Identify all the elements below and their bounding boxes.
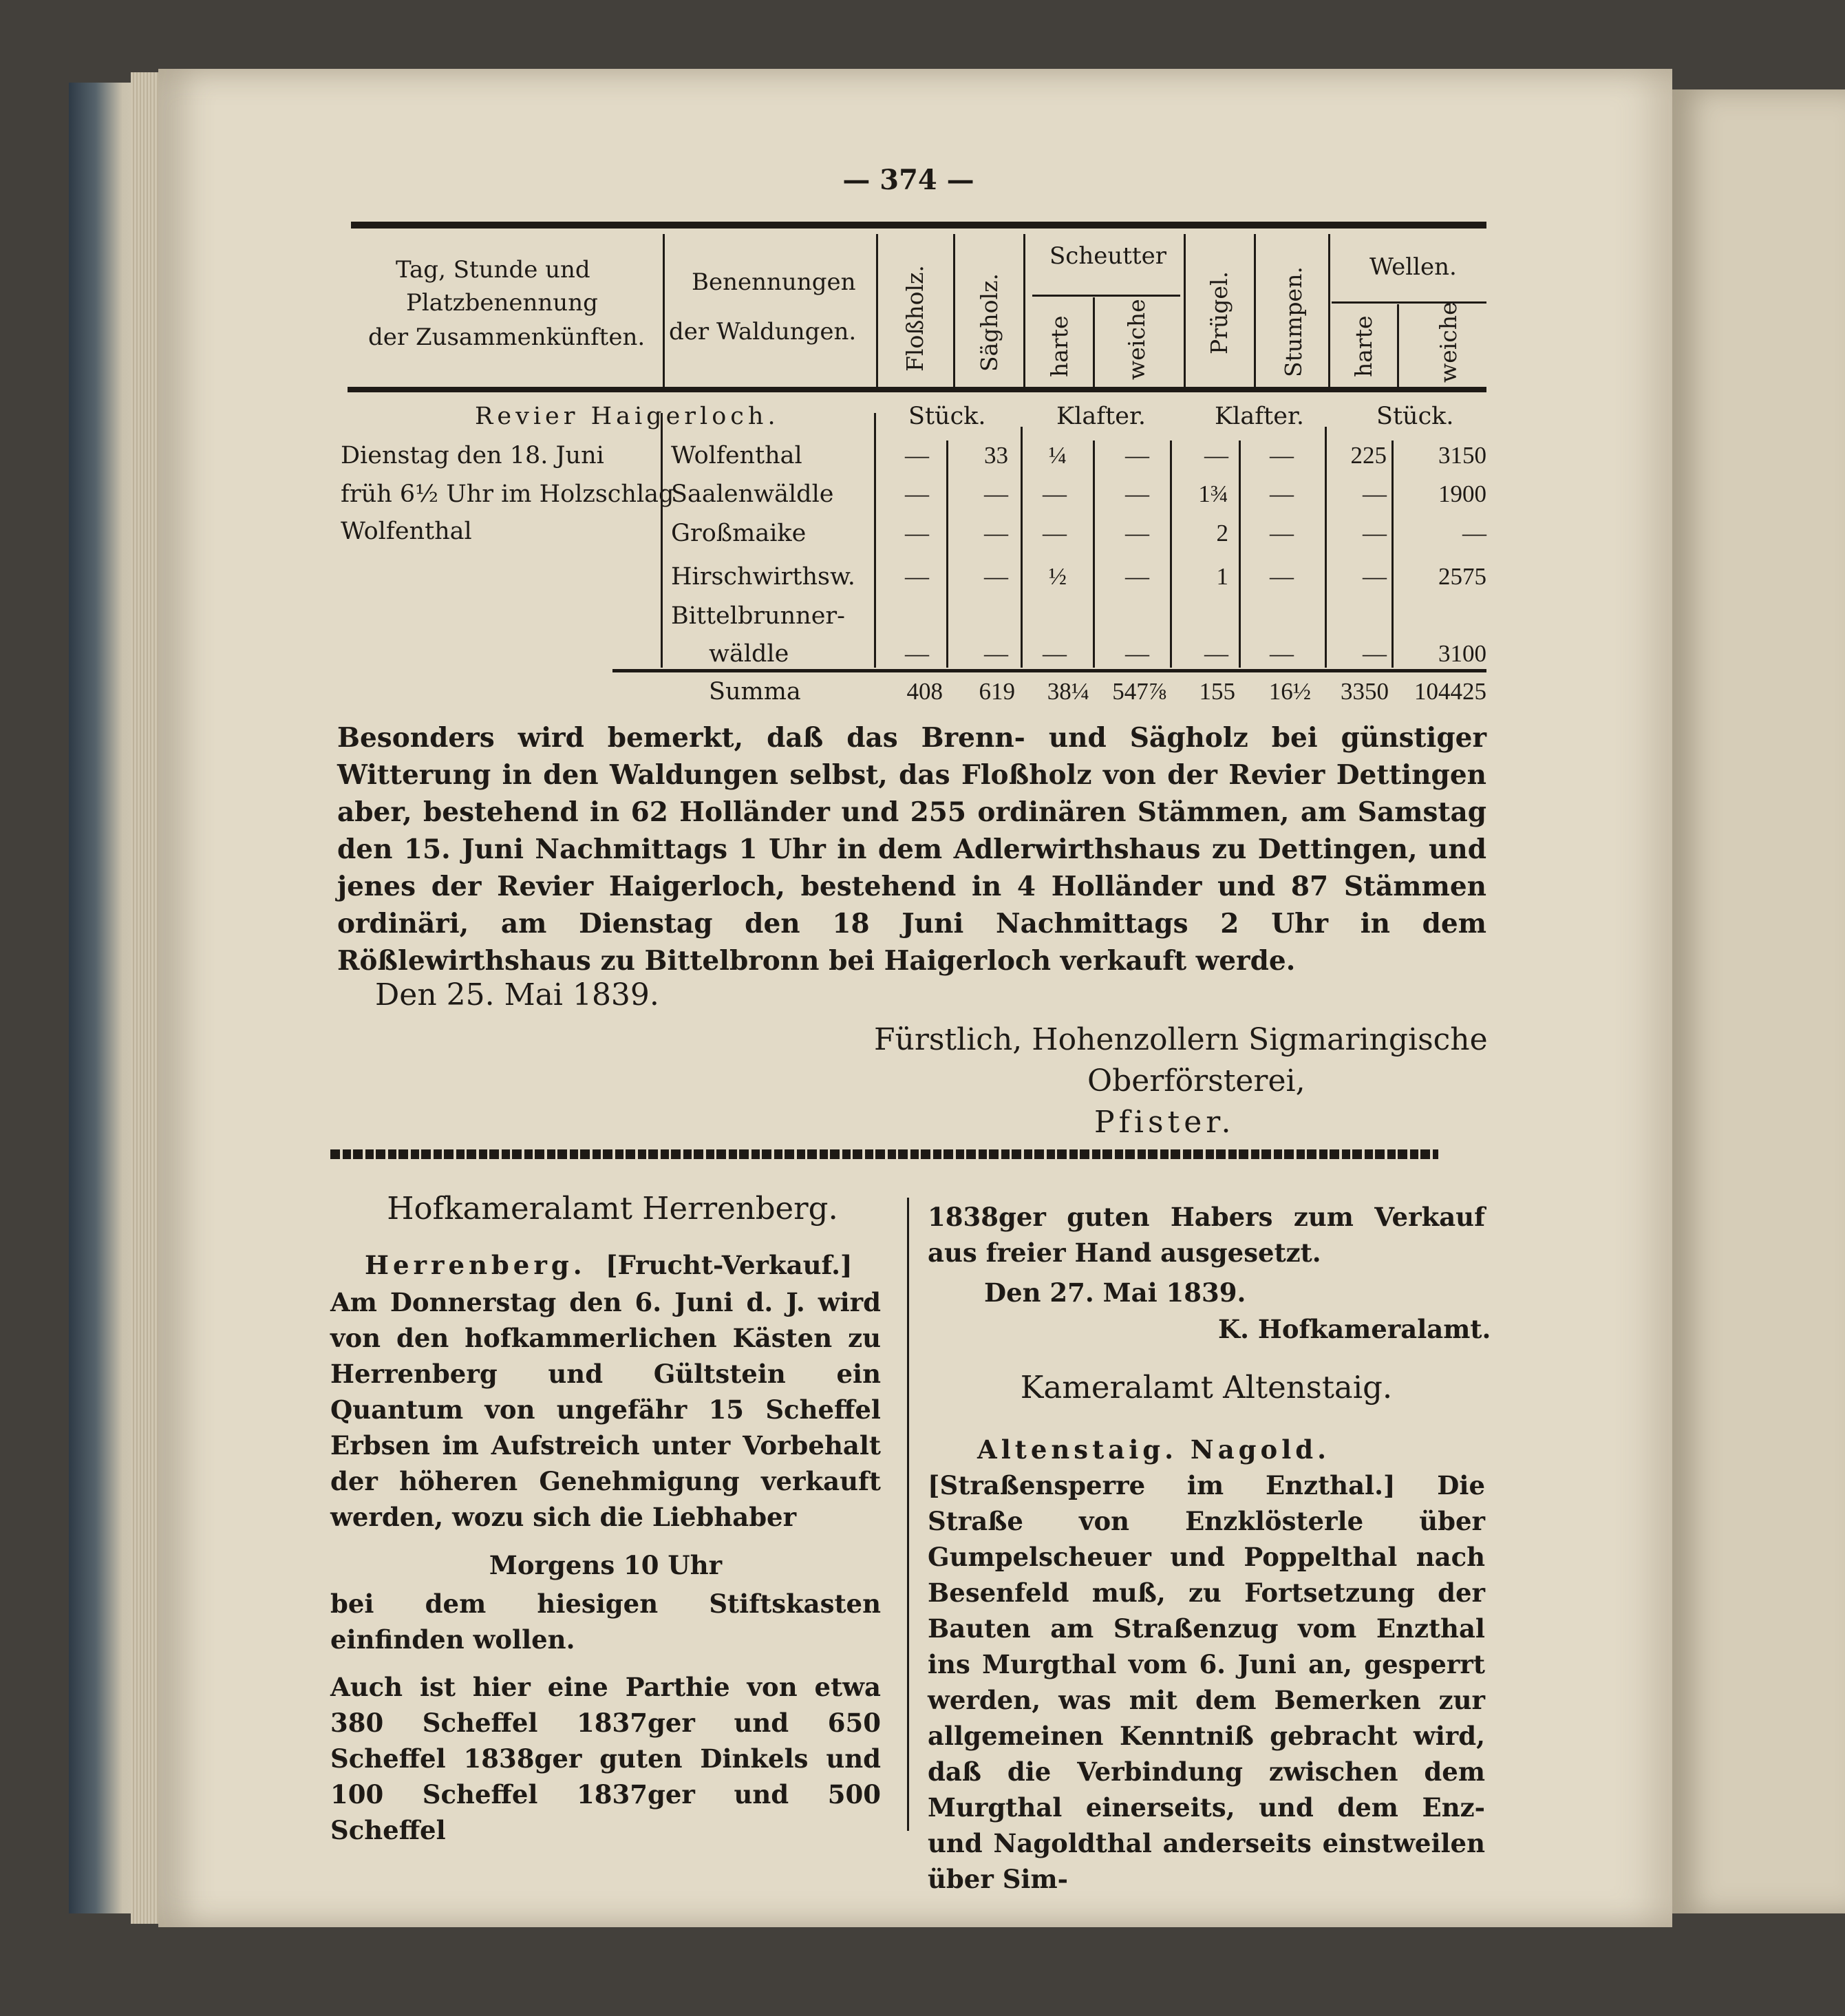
- saegholz-value: —: [984, 480, 1008, 507]
- header-scheutter: Scheutter: [1049, 242, 1166, 270]
- forest-name: Wolfenthal: [671, 442, 802, 469]
- header-scheutter-weiche: weiche: [1123, 299, 1150, 380]
- left-time: Morgens 10 Uhr: [489, 1550, 723, 1580]
- wellen-harte-value: —: [1363, 563, 1387, 590]
- header-saegholz: Sägholz.: [976, 273, 1003, 372]
- meeting-line1: Dienstag den 18. Juni: [341, 442, 604, 469]
- meeting-line3: Wolfenthal: [341, 518, 472, 545]
- wellen-weiche-value: —: [1462, 520, 1486, 547]
- signature-line1: Fürstlich, Hohenzollern Sigmaringische: [874, 1022, 1488, 1057]
- wellen-subrule: [1332, 301, 1486, 304]
- stumpen-value: —: [1270, 520, 1294, 547]
- summa-value: 619: [979, 678, 1015, 705]
- header-stumpen: Stumpen.: [1280, 266, 1307, 377]
- scheutter-harte-value: —: [1043, 520, 1067, 547]
- header-wellen: Wellen.: [1369, 253, 1457, 281]
- left-body-1: Am Donnerstag den 6. Juni d. J. wird von den hofkammerlichen Kästen zu Herrenberg und Gültstein ein Quantum von ungefähr 15 Scheffel Erbsen im Aufstreich unter Vorbehalt der höheren Genehmigung verkauft werden, wozu sich die Liebhaber: [330, 1287, 881, 1532]
- header-meeting-line1: Tag, Stunde und: [396, 256, 590, 284]
- scheutter-harte-value: —: [1043, 480, 1067, 507]
- pruegel-value: 2: [1216, 520, 1228, 547]
- scheutter-subrule: [1032, 295, 1180, 297]
- scheutter-mid-rule: [1093, 297, 1095, 387]
- unit-stueck-1: Stück.: [908, 403, 986, 430]
- summa-value: 16½: [1268, 678, 1311, 705]
- forest-name: Bittelbrunner-: [671, 602, 845, 630]
- scheutter-harte-value: —: [1043, 640, 1067, 667]
- header-forest-line1: Benennungen: [692, 268, 856, 296]
- saegholz-value: —: [984, 640, 1008, 667]
- header-forest-line2: der Waldungen.: [669, 318, 857, 346]
- summa-label: Summa: [709, 678, 801, 705]
- scheutter-weiche-value: —: [1125, 563, 1149, 590]
- saegholz-value: —: [984, 563, 1008, 590]
- body-rule-a: [874, 413, 876, 668]
- issue-date: Den 25. Mai 1839.: [375, 977, 659, 1012]
- summa-value: 38¼: [1047, 678, 1089, 705]
- header-wellen-weiche: weiche: [1435, 301, 1462, 383]
- left-body-2: bei dem hiesigen Stiftskasten einfinden wollen.: [330, 1589, 881, 1655]
- wellen-weiche-value: 2575: [1438, 563, 1486, 590]
- header-flossholz: Floßholz.: [902, 265, 928, 372]
- unit-klafter-1: Klafter.: [1056, 403, 1146, 430]
- body-rule-h: [1391, 441, 1394, 668]
- pruegel-value: —: [1204, 640, 1228, 667]
- stumpen-value: —: [1270, 480, 1294, 507]
- flossholz-value: —: [905, 480, 929, 507]
- saegholz-value: 33: [984, 442, 1008, 469]
- pruegel-value: 1¾: [1198, 480, 1228, 507]
- right-place: Altenstaig. Nagold.: [977, 1434, 1331, 1465]
- notice-paragraph: Besonders wird bemerkt, daß das Brenn- und Sägholz bei günstiger Witterung in den Waldungen selbst, das Floßholz von der Revier Dettingen aber, bestehend in 62 Holländer und 255 ordinären Stämmen, am Samstag den 15. Juni Nachmittags 1 Uhr in dem Adlerwirthshaus zu Dettingen, und jenes der Revier Haigerloch, bestehend in 4 Holländer und 87 Stämmen ordinäri, am Dienstag den 18 Juni Nachmittags 2 Uhr in dem Rößlewirthshaus zu Bittelbronn bei Haigerloch verkauft werde.: [337, 722, 1486, 977]
- header-meeting-line2: Platzbenennung: [406, 289, 598, 317]
- right-office: K. Hofkameralamt.: [1218, 1314, 1491, 1344]
- pruegel-value: 1: [1216, 563, 1228, 590]
- flossholz-value: —: [905, 520, 929, 547]
- flossholz-value: —: [905, 640, 929, 667]
- unit-stueck-2: Stück.: [1376, 403, 1454, 430]
- left-place: Herrenberg.: [365, 1250, 586, 1280]
- right-body-1: 1838ger guten Habers zum Verkauf aus freier Hand ausgesetzt.: [928, 1202, 1485, 1268]
- table-header-rule: [348, 387, 1486, 392]
- wellen-weiche-value: 3150: [1438, 442, 1486, 469]
- pruegel-value: —: [1204, 442, 1228, 469]
- body-rule-b: [946, 441, 948, 668]
- col-rule-3: [953, 234, 955, 387]
- stumpen-value: —: [1270, 563, 1294, 590]
- body-rule-e: [1170, 441, 1172, 668]
- left-column-title: Hofkameralamt Herrenberg.: [387, 1190, 838, 1227]
- signature-line2: Oberförsterei,: [1087, 1063, 1305, 1099]
- revier-label: Revier Haigerloch.: [475, 403, 780, 430]
- flossholz-value: —: [905, 563, 929, 590]
- forest-name: Hirschwirthsw.: [671, 563, 855, 591]
- header-meeting-line3: der Zusammenkünften.: [368, 323, 646, 351]
- wellen-weiche-value: 1900: [1438, 480, 1486, 507]
- right-column-title: Kameralamt Altenstaig.: [1020, 1369, 1393, 1405]
- flossholz-value: —: [905, 442, 929, 469]
- forest-name: wäldle: [709, 640, 789, 668]
- wellen-weiche-value: 3100: [1438, 640, 1486, 667]
- summa-value: 3350: [1341, 678, 1389, 705]
- scheutter-weiche-value: —: [1125, 640, 1149, 667]
- scheutter-weiche-value: —: [1125, 442, 1149, 469]
- col-rule-6: [1254, 234, 1256, 387]
- stumpen-value: —: [1270, 442, 1294, 469]
- col-rule-4: [1023, 234, 1025, 387]
- forest-name: Großmaike: [671, 520, 807, 547]
- scheutter-harte-value: ½: [1048, 563, 1067, 590]
- wellen-mid-rule: [1397, 304, 1399, 387]
- stumpen-value: —: [1270, 640, 1294, 667]
- forest-name: Saalenwäldle: [671, 480, 834, 508]
- column-divider: [907, 1198, 909, 1831]
- body-rule-g: [1325, 427, 1327, 668]
- scheutter-weiche-value: —: [1125, 520, 1149, 547]
- summa-value: 408: [906, 678, 943, 705]
- col-rule-5: [1184, 234, 1186, 387]
- summa-value: 547⅞: [1112, 678, 1166, 705]
- saegholz-value: —: [984, 520, 1008, 547]
- body-rule-f: [1239, 441, 1241, 668]
- body-rule-names: [661, 413, 663, 668]
- header-wellen-harte: harte: [1350, 315, 1377, 377]
- left-body-3: Auch ist hier eine Parthie von etwa 380 Scheffel 1837ger und 650 Scheffel 1838ger guten Dinkels und 100 Scheffel 1837ger und 500 Scheffel: [330, 1672, 881, 1845]
- col-rule-7: [1328, 234, 1330, 387]
- summa-value: 104425: [1414, 678, 1486, 705]
- wellen-harte-value: 225: [1350, 442, 1387, 469]
- col-rule-1: [663, 234, 665, 387]
- body-rule-d: [1093, 441, 1095, 668]
- scheutter-weiche-value: —: [1125, 480, 1149, 507]
- right-page-edge: [1672, 89, 1845, 1913]
- col-rule-2: [876, 234, 878, 387]
- wellen-harte-value: —: [1363, 480, 1387, 507]
- body-rule-c: [1021, 427, 1023, 668]
- meeting-line2: früh 6½ Uhr im Holzschlag: [341, 480, 674, 508]
- left-subject: [Frucht-Verkauf.]: [606, 1250, 853, 1280]
- scheutter-harte-value: ¼: [1048, 442, 1067, 469]
- summa-value: 155: [1199, 678, 1235, 705]
- header-pruegel: Prügel.: [1206, 271, 1233, 354]
- page-number: — 374 —: [842, 164, 974, 196]
- signature-line3: Pfister.: [1094, 1105, 1235, 1140]
- ornamental-divider: [330, 1149, 1438, 1159]
- right-date: Den 27. Mai 1839.: [984, 1277, 1246, 1308]
- wellen-harte-value: —: [1363, 520, 1387, 547]
- table-top-rule: [351, 222, 1486, 229]
- header-scheutter-harte: harte: [1046, 315, 1073, 377]
- wellen-harte-value: —: [1363, 640, 1387, 667]
- unit-klafter-2: Klafter.: [1215, 403, 1304, 430]
- table-bottom-rule: [612, 669, 1486, 672]
- right-body-2: [Straßensperre im Enzthal.] Die Straße von Enzklösterle über Gumpelscheuer und Poppelthal nach Besenfeld muß, zu Fortsetzung der Bauten am Straßenzug vom Enzthal ins Murgthal vom 6. Juni an, gesperrt werden, was mit dem Bemerken zur allgemeinen Kenntniß gebracht wird, daß die Verbindung zwischen dem Murgthal einerseits, und dem Enz- und Nagoldthal anderseits einstweilen über Sim-: [928, 1470, 1485, 1894]
